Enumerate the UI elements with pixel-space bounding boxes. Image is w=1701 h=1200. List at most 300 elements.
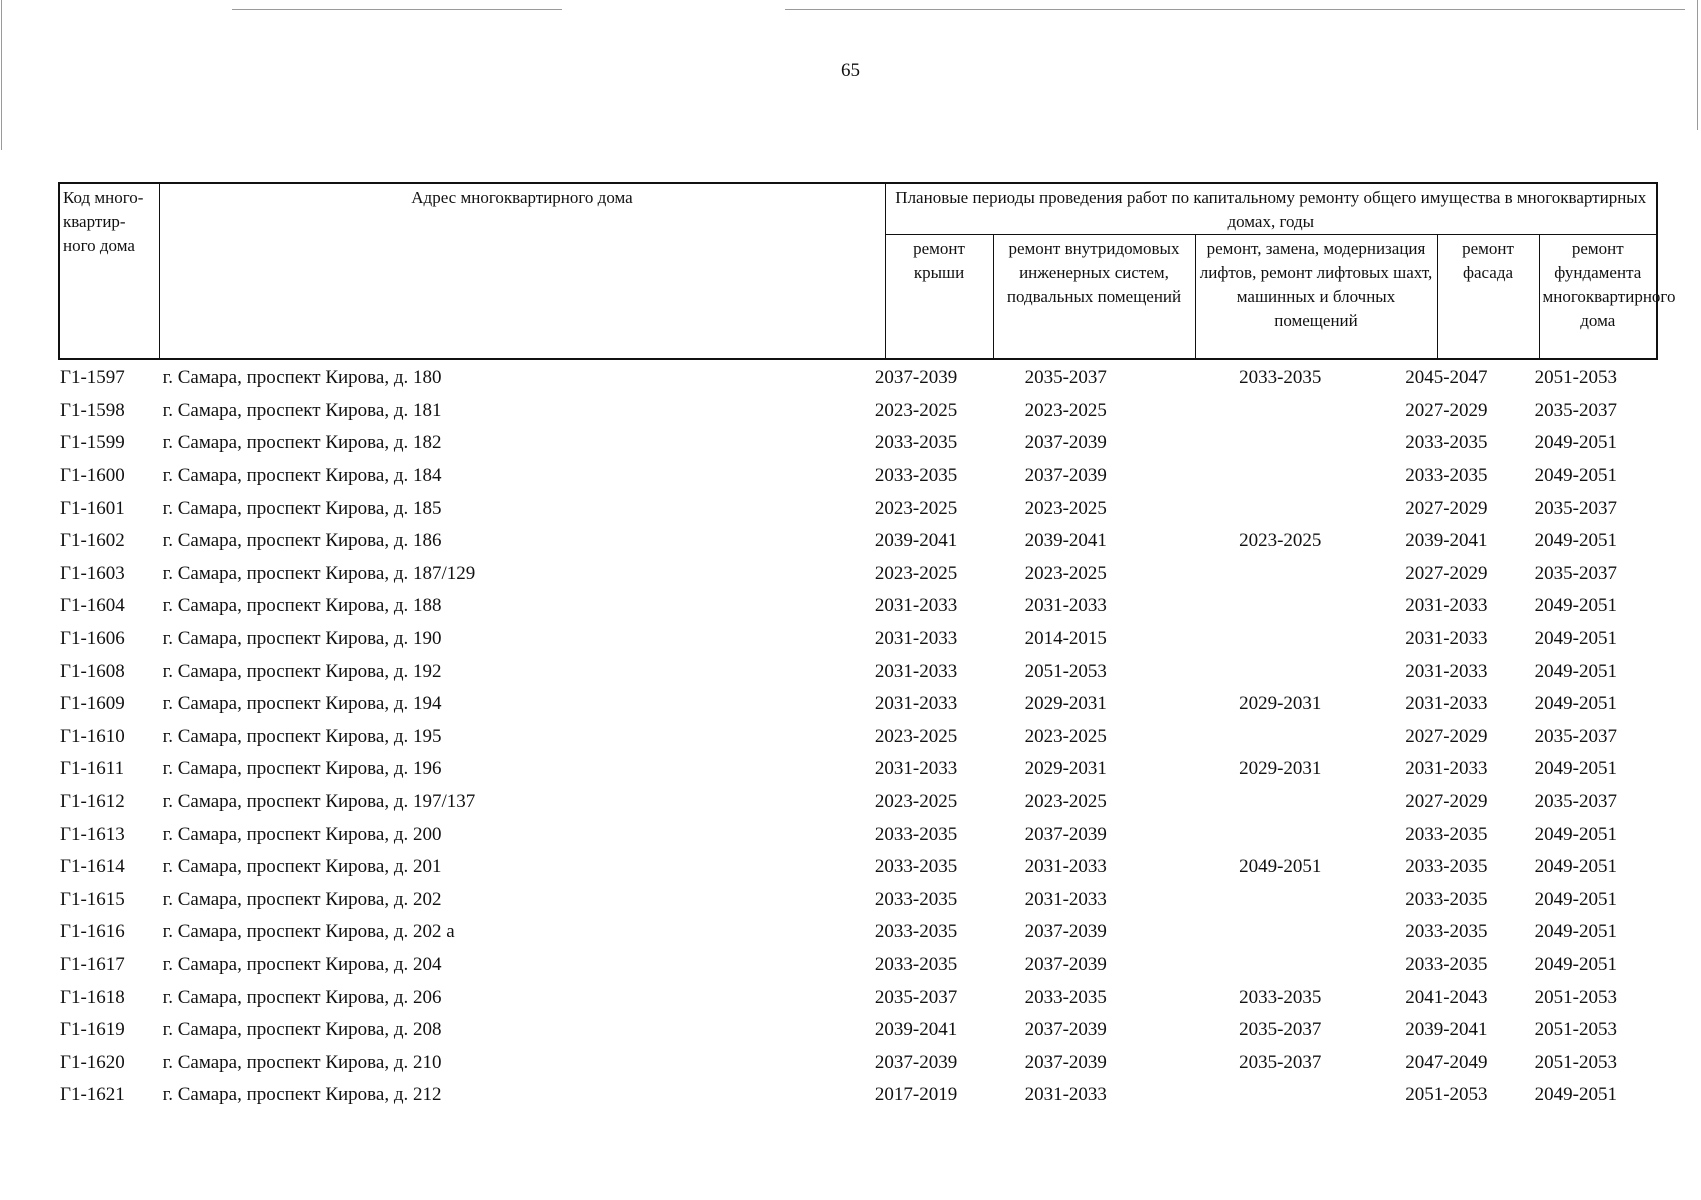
cell-address-text: г. Самара, проспект Кирова, д. 182 bbox=[162, 432, 442, 454]
cell-address bbox=[157, 465, 864, 487]
cell-code-text: Г1-1599 bbox=[60, 432, 125, 454]
cell-facade bbox=[1397, 889, 1496, 911]
table-row bbox=[58, 590, 1656, 623]
cell-systems bbox=[968, 628, 1163, 650]
table-row bbox=[58, 655, 1656, 688]
cell-foundation bbox=[1496, 1019, 1656, 1041]
cell-code bbox=[58, 921, 157, 943]
cell-systems bbox=[968, 987, 1163, 1009]
cell-roof bbox=[864, 791, 968, 813]
cell-facade-text: 2033-2035 bbox=[1405, 465, 1488, 487]
cell-address-text: г. Самара, проспект Кирова, д. 204 bbox=[162, 953, 442, 975]
cell-foundation bbox=[1496, 758, 1656, 780]
cell-roof-text: 2033-2035 bbox=[874, 856, 958, 878]
table-row bbox=[58, 851, 1656, 884]
table-row bbox=[58, 949, 1656, 982]
cell-code-text: Г1-1614 bbox=[60, 856, 125, 878]
cell-foundation bbox=[1496, 628, 1656, 650]
cell-address-text: г. Самара, проспект Кирова, д. 180 bbox=[162, 367, 442, 389]
cell-facade bbox=[1397, 987, 1496, 1009]
table-row bbox=[58, 558, 1656, 591]
cell-code-text: Г1-1609 bbox=[60, 693, 125, 715]
cell-facade bbox=[1397, 824, 1496, 846]
cell-roof-text: 2031-2033 bbox=[874, 595, 958, 617]
cell-foundation-text: 2035-2037 bbox=[1534, 791, 1617, 813]
table-row bbox=[58, 492, 1656, 525]
cell-address-text: г. Самара, проспект Кирова, д. 206 bbox=[162, 986, 442, 1008]
cell-roof-text: 2033-2035 bbox=[874, 432, 958, 454]
cell-systems bbox=[968, 595, 1163, 617]
cell-roof-text: 2023-2025 bbox=[874, 562, 958, 584]
header-systems: ремонт внутридомовых инженерных систем, подвальных помещений bbox=[993, 235, 1195, 359]
cell-roof-text: 2035-2037 bbox=[874, 986, 958, 1008]
cell-address bbox=[157, 498, 864, 520]
cell-code-text: Г1-1597 bbox=[60, 367, 125, 389]
cell-systems-text: 2023-2025 bbox=[1024, 725, 1107, 747]
cell-systems bbox=[968, 1084, 1163, 1106]
cell-address bbox=[157, 1084, 864, 1106]
cell-roof-text: 2039-2041 bbox=[874, 1019, 958, 1041]
cell-lifts-text: 2029-2031 bbox=[1239, 693, 1322, 715]
cell-address bbox=[157, 367, 864, 389]
cell-code-text: Г1-1613 bbox=[60, 823, 125, 845]
cell-facade bbox=[1397, 498, 1496, 520]
page-number: 65 bbox=[841, 60, 860, 81]
cell-address bbox=[157, 530, 864, 552]
cell-roof bbox=[864, 661, 968, 683]
cell-code-text: Г1-1598 bbox=[60, 399, 125, 421]
cell-code bbox=[58, 595, 157, 617]
cell-address bbox=[157, 758, 864, 780]
cell-lifts-text: 2035-2037 bbox=[1239, 1051, 1322, 1073]
cell-address-text: г. Самара, проспект Кирова, д. 212 bbox=[162, 1084, 442, 1106]
cell-code bbox=[58, 824, 157, 846]
cell-systems bbox=[968, 563, 1163, 585]
cell-foundation-text: 2049-2051 bbox=[1534, 595, 1617, 617]
cell-systems-text: 2035-2037 bbox=[1024, 367, 1107, 389]
cell-systems bbox=[968, 954, 1163, 976]
table-row bbox=[58, 525, 1656, 558]
cell-foundation-text: 2049-2051 bbox=[1534, 693, 1617, 715]
cell-roof bbox=[864, 465, 968, 487]
cell-systems-text: 2037-2039 bbox=[1024, 953, 1107, 975]
cell-roof bbox=[864, 693, 968, 715]
cell-facade-text: 2041-2043 bbox=[1405, 986, 1488, 1008]
cell-foundation bbox=[1496, 530, 1656, 552]
cell-foundation bbox=[1496, 400, 1656, 422]
cell-roof-text: 2023-2025 bbox=[874, 399, 958, 421]
cell-roof-text: 2033-2035 bbox=[874, 953, 958, 975]
cell-roof-text: 2033-2035 bbox=[874, 465, 958, 487]
cell-code bbox=[58, 1019, 157, 1041]
cell-systems-text: 2037-2039 bbox=[1024, 432, 1107, 454]
cell-systems-text: 2037-2039 bbox=[1024, 465, 1107, 487]
cell-address bbox=[157, 595, 864, 617]
cell-lifts bbox=[1163, 530, 1397, 552]
cell-facade bbox=[1397, 595, 1496, 617]
cell-facade bbox=[1397, 1052, 1496, 1074]
cell-facade bbox=[1397, 921, 1496, 943]
cell-foundation-text: 2051-2053 bbox=[1534, 986, 1617, 1008]
cell-foundation bbox=[1496, 498, 1656, 520]
cell-foundation bbox=[1496, 954, 1656, 976]
cell-address-text: г. Самара, проспект Кирова, д. 186 bbox=[162, 530, 442, 552]
cell-code-text: Г1-1619 bbox=[60, 1019, 125, 1041]
cell-code-text: Г1-1601 bbox=[60, 497, 125, 519]
cell-systems bbox=[968, 758, 1163, 780]
cell-code bbox=[58, 563, 157, 585]
cell-systems-text: 2031-2033 bbox=[1024, 856, 1107, 878]
cell-address-text: г. Самара, проспект Кирова, д. 192 bbox=[162, 660, 442, 682]
cell-foundation-text: 2049-2051 bbox=[1534, 888, 1617, 910]
cell-address-text: г. Самара, проспект Кирова, д. 194 bbox=[162, 693, 442, 715]
cell-code bbox=[58, 856, 157, 878]
cell-lifts bbox=[1163, 987, 1397, 1009]
cell-code-text: Г1-1603 bbox=[60, 562, 125, 584]
header-address: Адрес многоквартирного дома bbox=[159, 183, 885, 359]
cell-roof bbox=[864, 498, 968, 520]
cell-roof bbox=[864, 432, 968, 454]
cell-address bbox=[157, 432, 864, 454]
cell-roof-text: 2023-2025 bbox=[874, 497, 958, 519]
cell-facade-text: 2031-2033 bbox=[1405, 595, 1488, 617]
cell-facade bbox=[1397, 791, 1496, 813]
cell-code bbox=[58, 726, 157, 748]
cell-code-text: Г1-1620 bbox=[60, 1051, 125, 1073]
cell-lifts bbox=[1163, 693, 1397, 715]
cell-foundation bbox=[1496, 889, 1656, 911]
cell-code bbox=[58, 987, 157, 1009]
cell-systems-text: 2039-2041 bbox=[1024, 530, 1107, 552]
cell-code-text: Г1-1612 bbox=[60, 791, 125, 813]
cell-address-text: г. Самара, проспект Кирова, д. 196 bbox=[162, 758, 442, 780]
cell-address bbox=[157, 693, 864, 715]
cell-code-text: Г1-1610 bbox=[60, 725, 125, 747]
cell-roof bbox=[864, 595, 968, 617]
table-body bbox=[58, 362, 1656, 1112]
cell-lifts-text: 2049-2051 bbox=[1239, 856, 1322, 878]
header-lifts: ремонт, замена, модернизация лифтов, ремонт лифтовых шахт, машинных и блочных помещений bbox=[1195, 235, 1437, 359]
cell-code-text: Г1-1617 bbox=[60, 953, 125, 975]
cell-address-text: г. Самара, проспект Кирова, д. 202 bbox=[162, 888, 442, 910]
cell-code bbox=[58, 661, 157, 683]
cell-roof-text: 2017-2019 bbox=[874, 1084, 958, 1106]
cell-code bbox=[58, 1084, 157, 1106]
cell-foundation bbox=[1496, 432, 1656, 454]
cell-address bbox=[157, 726, 864, 748]
cell-roof bbox=[864, 824, 968, 846]
cell-systems bbox=[968, 726, 1163, 748]
cell-lifts-text: 2035-2037 bbox=[1239, 1019, 1322, 1041]
table-header bbox=[58, 182, 1676, 360]
cell-systems-text: 2033-2035 bbox=[1024, 986, 1107, 1008]
cell-foundation bbox=[1496, 987, 1656, 1009]
cell-address-text: г. Самара, проспект Кирова, д. 185 bbox=[162, 497, 442, 519]
cell-facade-text: 2033-2035 bbox=[1405, 921, 1488, 943]
cell-facade-text: 2027-2029 bbox=[1405, 562, 1488, 584]
cell-facade bbox=[1397, 400, 1496, 422]
cell-systems bbox=[968, 530, 1163, 552]
cell-foundation bbox=[1496, 726, 1656, 748]
cell-address-text: г. Самара, проспект Кирова, д. 181 bbox=[162, 399, 442, 421]
cell-code bbox=[58, 400, 157, 422]
cell-code bbox=[58, 628, 157, 650]
cell-code-text: Г1-1615 bbox=[60, 888, 125, 910]
table-row bbox=[58, 981, 1656, 1014]
cell-code bbox=[58, 465, 157, 487]
cell-facade-text: 2031-2033 bbox=[1405, 628, 1488, 650]
cell-systems bbox=[968, 921, 1163, 943]
cell-systems bbox=[968, 661, 1163, 683]
cell-code-text: Г1-1608 bbox=[60, 660, 125, 682]
cell-foundation-text: 2049-2051 bbox=[1534, 530, 1617, 552]
cell-address bbox=[157, 563, 864, 585]
cell-facade-text: 2031-2033 bbox=[1405, 660, 1488, 682]
top-rule-left bbox=[232, 9, 562, 10]
cell-address bbox=[157, 661, 864, 683]
cell-foundation bbox=[1496, 1052, 1656, 1074]
cell-lifts bbox=[1163, 1019, 1397, 1041]
cell-foundation-text: 2049-2051 bbox=[1534, 823, 1617, 845]
cell-roof-text: 2031-2033 bbox=[874, 660, 958, 682]
cell-lifts bbox=[1163, 856, 1397, 878]
header-code: Код много-квартир-ного дома bbox=[59, 183, 159, 359]
header-foundation: ремонт фундамента многоквартирного дома bbox=[1539, 235, 1657, 359]
cell-lifts bbox=[1163, 367, 1397, 389]
table-row bbox=[58, 623, 1656, 656]
cell-roof bbox=[864, 856, 968, 878]
cell-foundation bbox=[1496, 921, 1656, 943]
cell-roof-text: 2037-2039 bbox=[874, 1051, 958, 1073]
cell-foundation-text: 2035-2037 bbox=[1534, 562, 1617, 584]
cell-facade-text: 2039-2041 bbox=[1405, 530, 1488, 552]
cell-roof bbox=[864, 1019, 968, 1041]
cell-address-text: г. Самара, проспект Кирова, д. 208 bbox=[162, 1019, 442, 1041]
cell-facade bbox=[1397, 661, 1496, 683]
cell-systems bbox=[968, 824, 1163, 846]
cell-address-text: г. Самара, проспект Кирова, д. 200 bbox=[162, 823, 442, 845]
table-row bbox=[58, 427, 1656, 460]
cell-address bbox=[157, 921, 864, 943]
cell-address-text: г. Самара, проспект Кирова, д. 210 bbox=[162, 1051, 442, 1073]
cell-systems-text: 2031-2033 bbox=[1024, 888, 1107, 910]
cell-systems-text: 2037-2039 bbox=[1024, 1019, 1107, 1041]
cell-foundation bbox=[1496, 791, 1656, 813]
cell-systems-text: 2031-2033 bbox=[1024, 1084, 1107, 1106]
cell-systems-text: 2029-2031 bbox=[1024, 693, 1107, 715]
cell-roof bbox=[864, 563, 968, 585]
cell-lifts bbox=[1163, 1052, 1397, 1074]
cell-roof bbox=[864, 987, 968, 1009]
cell-facade bbox=[1397, 693, 1496, 715]
cell-roof-text: 2031-2033 bbox=[874, 628, 958, 650]
cell-systems bbox=[968, 856, 1163, 878]
cell-systems-text: 2023-2025 bbox=[1024, 497, 1107, 519]
cell-foundation bbox=[1496, 661, 1656, 683]
cell-facade bbox=[1397, 954, 1496, 976]
cell-facade bbox=[1397, 758, 1496, 780]
cell-facade-text: 2033-2035 bbox=[1405, 953, 1488, 975]
cell-foundation bbox=[1496, 465, 1656, 487]
cell-foundation-text: 2049-2051 bbox=[1534, 465, 1617, 487]
cell-foundation bbox=[1496, 693, 1656, 715]
cell-code bbox=[58, 954, 157, 976]
cell-code-text: Г1-1621 bbox=[60, 1084, 125, 1106]
cell-address bbox=[157, 954, 864, 976]
cell-address bbox=[157, 791, 864, 813]
cell-systems-text: 2031-2033 bbox=[1024, 595, 1107, 617]
cell-systems-text: 2037-2039 bbox=[1024, 921, 1107, 943]
table-row bbox=[58, 884, 1656, 917]
cell-address-text: г. Самара, проспект Кирова, д. 190 bbox=[162, 628, 442, 650]
cell-foundation-text: 2035-2037 bbox=[1534, 725, 1617, 747]
cell-roof-text: 2033-2035 bbox=[874, 888, 958, 910]
cell-facade-text: 2027-2029 bbox=[1405, 497, 1488, 519]
cell-lifts bbox=[1163, 758, 1397, 780]
cell-roof-text: 2033-2035 bbox=[874, 823, 958, 845]
table-row bbox=[58, 395, 1656, 428]
cell-code-text: Г1-1600 bbox=[60, 465, 125, 487]
cell-foundation-text: 2049-2051 bbox=[1534, 660, 1617, 682]
cell-systems bbox=[968, 1019, 1163, 1041]
cell-code-text: Г1-1604 bbox=[60, 595, 125, 617]
cell-roof bbox=[864, 1052, 968, 1074]
cell-address-text: г. Самара, проспект Кирова, д. 195 bbox=[162, 725, 442, 747]
cell-code-text: Г1-1602 bbox=[60, 530, 125, 552]
cell-code bbox=[58, 367, 157, 389]
cell-facade-text: 2039-2041 bbox=[1405, 1019, 1488, 1041]
cell-facade-text: 2031-2033 bbox=[1405, 758, 1488, 780]
cell-foundation bbox=[1496, 1084, 1656, 1106]
cell-address-text: г. Самара, проспект Кирова, д. 197/137 bbox=[162, 791, 476, 813]
cell-roof bbox=[864, 954, 968, 976]
cell-systems bbox=[968, 367, 1163, 389]
cell-roof-text: 2037-2039 bbox=[874, 367, 958, 389]
cell-roof-text: 2023-2025 bbox=[874, 791, 958, 813]
cell-roof bbox=[864, 367, 968, 389]
cell-address-text: г. Самара, проспект Кирова, д. 201 bbox=[162, 856, 442, 878]
cell-foundation-text: 2049-2051 bbox=[1534, 628, 1617, 650]
cell-address bbox=[157, 856, 864, 878]
cell-facade-text: 2027-2029 bbox=[1405, 399, 1488, 421]
cell-facade bbox=[1397, 1084, 1496, 1106]
cell-address bbox=[157, 1052, 864, 1074]
cell-foundation-text: 2049-2051 bbox=[1534, 1084, 1617, 1106]
cell-foundation-text: 2049-2051 bbox=[1534, 856, 1617, 878]
cell-facade-text: 2027-2029 bbox=[1405, 791, 1488, 813]
cell-roof bbox=[864, 921, 968, 943]
cell-roof-text: 2033-2035 bbox=[874, 921, 958, 943]
header-facade: ремонт фасада bbox=[1437, 235, 1539, 359]
table-row bbox=[58, 688, 1656, 721]
table-row bbox=[58, 818, 1656, 851]
cell-foundation-text: 2035-2037 bbox=[1534, 399, 1617, 421]
cell-foundation bbox=[1496, 563, 1656, 585]
cell-systems-text: 2037-2039 bbox=[1024, 823, 1107, 845]
table-row bbox=[58, 362, 1656, 395]
cell-systems bbox=[968, 400, 1163, 422]
cell-roof bbox=[864, 726, 968, 748]
cell-systems bbox=[968, 693, 1163, 715]
cell-systems-text: 2037-2039 bbox=[1024, 1051, 1107, 1073]
cell-systems-text: 2023-2025 bbox=[1024, 399, 1107, 421]
cell-roof bbox=[864, 1084, 968, 1106]
cell-facade bbox=[1397, 1019, 1496, 1041]
cell-address bbox=[157, 889, 864, 911]
cell-facade bbox=[1397, 465, 1496, 487]
cell-foundation-text: 2051-2053 bbox=[1534, 367, 1617, 389]
cell-roof bbox=[864, 530, 968, 552]
cell-address bbox=[157, 400, 864, 422]
cell-facade bbox=[1397, 856, 1496, 878]
cell-foundation-text: 2049-2051 bbox=[1534, 953, 1617, 975]
cell-foundation-text: 2051-2053 bbox=[1534, 1019, 1617, 1041]
cell-foundation-text: 2049-2051 bbox=[1534, 758, 1617, 780]
cell-code-text: Г1-1616 bbox=[60, 921, 125, 943]
cell-facade bbox=[1397, 530, 1496, 552]
cell-address bbox=[157, 824, 864, 846]
cell-code bbox=[58, 889, 157, 911]
table-row bbox=[58, 916, 1656, 949]
cell-roof-text: 2023-2025 bbox=[874, 725, 958, 747]
cell-roof-text: 2031-2033 bbox=[874, 758, 958, 780]
cell-address bbox=[157, 1019, 864, 1041]
cell-code-text: Г1-1618 bbox=[60, 986, 125, 1008]
header-roof: ремонт крыши bbox=[885, 235, 993, 359]
cell-facade-text: 2033-2035 bbox=[1405, 432, 1488, 454]
cell-foundation bbox=[1496, 595, 1656, 617]
cell-facade-text: 2033-2035 bbox=[1405, 823, 1488, 845]
top-rule-right bbox=[785, 9, 1685, 10]
cell-address-text: г. Самара, проспект Кирова, д. 202 а bbox=[162, 921, 455, 943]
table-row bbox=[58, 786, 1656, 819]
cell-systems-text: 2023-2025 bbox=[1024, 562, 1107, 584]
cell-roof bbox=[864, 758, 968, 780]
cell-code bbox=[58, 1052, 157, 1074]
cell-facade bbox=[1397, 563, 1496, 585]
cell-systems bbox=[968, 791, 1163, 813]
cell-code bbox=[58, 432, 157, 454]
cell-facade-text: 2027-2029 bbox=[1405, 725, 1488, 747]
cell-lifts-text: 2023-2025 bbox=[1239, 530, 1322, 552]
cell-code bbox=[58, 498, 157, 520]
table-row bbox=[58, 1014, 1656, 1047]
cell-roof bbox=[864, 628, 968, 650]
cell-lifts-text: 2033-2035 bbox=[1239, 367, 1322, 389]
table-row bbox=[58, 1079, 1656, 1112]
cell-foundation-text: 2051-2053 bbox=[1534, 1051, 1617, 1073]
cell-code-text: Г1-1606 bbox=[60, 628, 125, 650]
cell-code bbox=[58, 530, 157, 552]
cell-facade-text: 2051-2053 bbox=[1405, 1084, 1488, 1106]
cell-foundation-text: 2049-2051 bbox=[1534, 432, 1617, 454]
cell-code-text: Г1-1611 bbox=[60, 758, 125, 780]
cell-code bbox=[58, 758, 157, 780]
cell-address-text: г. Самара, проспект Кирова, д. 184 bbox=[162, 465, 442, 487]
table-row bbox=[58, 753, 1656, 786]
cell-foundation bbox=[1496, 856, 1656, 878]
cell-address bbox=[157, 628, 864, 650]
cell-facade bbox=[1397, 367, 1496, 389]
cell-facade-text: 2047-2049 bbox=[1405, 1051, 1488, 1073]
cell-roof bbox=[864, 889, 968, 911]
cell-foundation bbox=[1496, 824, 1656, 846]
cell-address-text: г. Самара, проспект Кирова, д. 187/129 bbox=[162, 562, 476, 584]
cell-facade bbox=[1397, 432, 1496, 454]
cell-roof-text: 2031-2033 bbox=[874, 693, 958, 715]
cell-facade-text: 2033-2035 bbox=[1405, 888, 1488, 910]
cell-systems-text: 2014-2015 bbox=[1024, 628, 1107, 650]
